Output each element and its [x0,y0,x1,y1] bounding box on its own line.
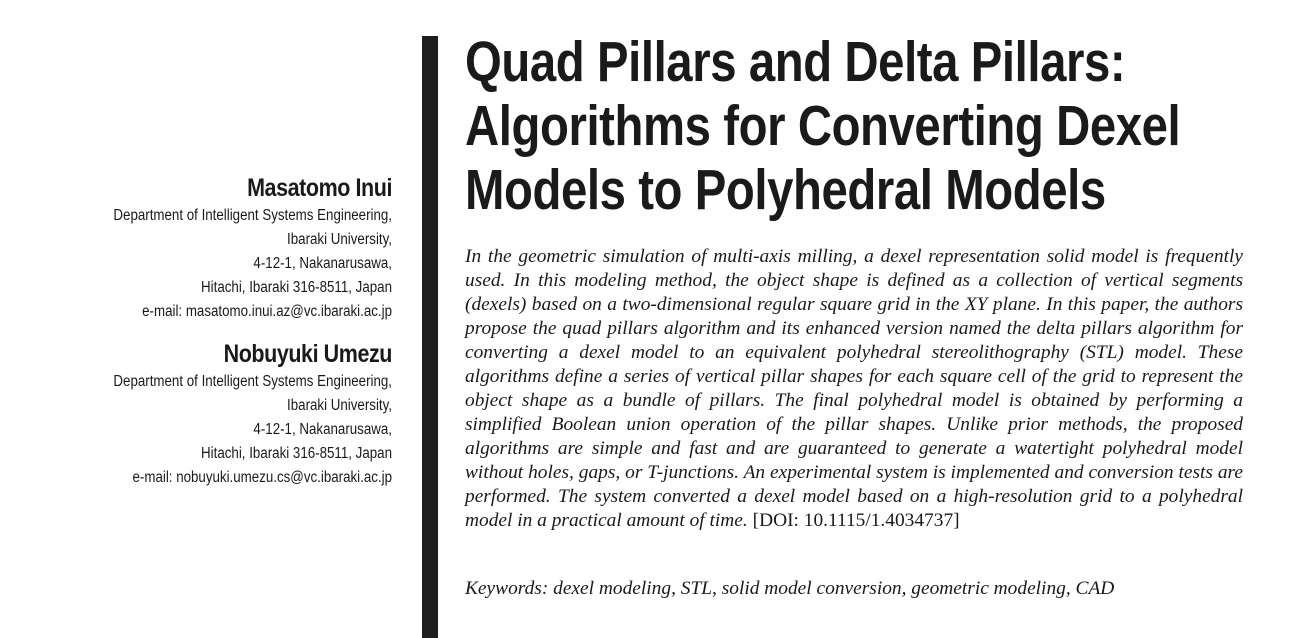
author-city: Hitachi, Ibaraki 316-8511, Japan [201,279,392,296]
keywords: Keywords: dexel modeling, STL, solid model conversion, geometric modeling, CAD [465,578,1115,599]
title-line-2: Algorithms for Converting Dexel [465,94,1181,158]
author-street: 4-12-1, Nakanarusawa, [253,255,392,272]
title-line-3: Models to Polyhedral Models [465,158,1106,222]
author-list [0,172,392,504]
author-university: Ibaraki University, [287,231,392,248]
author-department: Department of Intelligent Systems Engineering, [113,373,392,390]
author-street: 4-12-1, Nakanarusawa, [253,421,392,438]
paper-title [465,30,1285,222]
author-2 [0,338,392,490]
author-email: e-mail: nobuyuki.umezu.cs@vc.ibaraki.ac.jp [132,469,392,486]
author-university: Ibaraki University, [287,397,392,414]
abstract [465,245,1243,533]
author-1 [0,172,392,324]
author-department: Department of Intelligent Systems Engineering, [113,207,392,224]
author-name: Masatomo Inui [247,174,392,202]
vertical-divider-bar [422,36,438,638]
author-email: e-mail: masatomo.inui.az@vc.ibaraki.ac.jp [142,303,392,320]
doi-reference: [DOI: 10.1115/1.4034737] [752,510,960,531]
author-name: Nobuyuki Umezu [223,340,392,368]
author-city: Hitachi, Ibaraki 316-8511, Japan [201,445,392,462]
abstract-text: In the geometric simulation of multi-axis milling, a dexel representation solid model is frequently used. In this modeling method, the object shape is defined as a collection of vertical segments (dexels) based on a two-dimensional regular square grid in the XY plane. In this paper, the authors propose the quad pillars algorithm and its enhanced version named the delta pillars algorithm for converting a dexel model to an equivalent polyhedral stereolithography (STL) model. These algorithms define a series of vertical pillar shapes for each square cell of the grid to represent the object shape as a bundle of pillars. The final polyhedral model is obtained by performing a simplified Boolean union operation of the pillar shapes. Unlike prior methods, the proposed algorithms are simple and fast and are guaranteed to generate a watertight polyhedral model without holes, gaps, or T-junctions. An experimental system is implemented and conversion tests are performed. The system converted a dexel model based on a high-resolution grid to a polyhedral model in a practical amount of time. [465,246,1243,531]
title-line-1: Quad Pillars and Delta Pillars: [465,30,1126,94]
